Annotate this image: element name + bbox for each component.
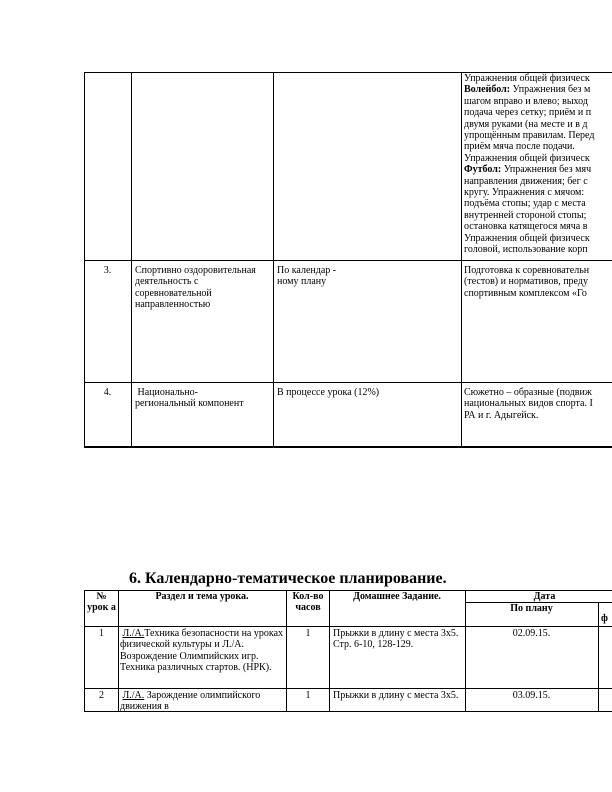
row-divider <box>84 626 612 627</box>
text-line: двумя руками (на месте и в д <box>464 118 588 130</box>
section-heading: 6. Календарно-тематическое планирование. <box>129 570 447 587</box>
text-line: национальных видов спорта. I <box>464 398 593 410</box>
text-line: головой, использование корп <box>464 244 588 256</box>
column-divider <box>286 590 287 712</box>
column-divider <box>329 590 330 712</box>
lesson-1-topic <box>120 628 284 674</box>
lesson-2-topic <box>120 690 284 713</box>
lesson-plan-table <box>84 590 612 712</box>
text-line: Национально- <box>135 387 198 398</box>
row-4-section <box>135 387 271 410</box>
text-line: Сюжетно – образные (подвиж <box>464 387 592 398</box>
program-content-table <box>84 72 612 448</box>
column-divider <box>461 72 462 446</box>
text-line: спортивным комплексом «Го <box>464 287 587 299</box>
lesson-1-number: 1 <box>99 628 104 639</box>
row-3-number: 3. <box>103 265 112 276</box>
lesson-1-hours: 1 <box>305 628 311 639</box>
text-line: Упражнения общей физическ <box>464 73 590 84</box>
text-line: Волейбол: Упражнения без м <box>464 84 591 96</box>
text-line: остановка катящегося мяча в <box>464 221 588 233</box>
text-line: Футбол: Упражнения без мяч <box>464 164 592 176</box>
column-divider <box>598 602 599 712</box>
header-date-plan: По плану <box>510 603 553 614</box>
row-4-hours: В процессе урока (12%) <box>277 387 380 398</box>
lesson-2-prefix: Л./А. <box>122 690 145 701</box>
text-line: приём мяча после подачи. <box>464 141 575 153</box>
lesson-1-prefix: Л./А. <box>122 628 145 639</box>
row-4-content <box>464 387 612 421</box>
row-3-hours <box>277 265 459 288</box>
column-divider <box>465 590 466 712</box>
text-line: внутренней стороной стопы; <box>464 209 587 221</box>
lesson-1-homework: Прыжки в длину с места 3х5. Стр. 6-10, 128-129. <box>333 628 459 651</box>
column-divider <box>131 72 132 446</box>
text-line: подъёма стопы; удар с места <box>464 198 586 210</box>
text-line: Упражнения общей физическ <box>464 232 590 244</box>
lesson-2-hours: 1 <box>305 690 311 701</box>
lesson-1-plan-date: 02.09.15. <box>512 628 551 639</box>
header-homework: Домашнее Задание. <box>353 591 441 602</box>
header-lesson-number: № урок а <box>87 591 116 614</box>
text-line: региональный компонент <box>135 398 244 410</box>
text-line: шагом вправо и влево; выход <box>464 95 588 107</box>
lesson-2-plan-date: 03.09.15. <box>512 690 551 701</box>
text-line: кругу. Упражнения с мячом: <box>464 187 585 199</box>
header-topic: Раздел и тема урока. <box>155 591 249 602</box>
row-3-content <box>464 265 612 299</box>
text-line: направления движения; бег с <box>464 175 588 187</box>
text-line: подача через сетку; приём и п <box>464 107 592 119</box>
header-date: Дата <box>533 591 556 602</box>
header-date-fact: ф <box>601 613 608 624</box>
column-divider <box>118 590 119 712</box>
text-line: (тестов) и нормативов, преду <box>464 276 588 288</box>
row-4-number: 4. <box>103 387 112 398</box>
lesson-2-homework: Прыжки в длину с места 3х5. <box>333 690 459 701</box>
sports-exercises-text <box>464 73 612 256</box>
text-line: упрощённым правилам. Перед <box>464 130 595 142</box>
text-line: Подготовка к соревновательн <box>464 265 590 276</box>
row-divider <box>84 688 612 689</box>
text-line: Упражнения общей физическ <box>464 152 590 164</box>
lesson-2-number: 2 <box>99 690 104 701</box>
text-line: По календар - <box>277 265 337 276</box>
text-line: РА и г. Адыгейск. <box>464 409 539 421</box>
row-3-section: Спортивно оздоровительная деятельность с соревновательной направленностью <box>135 265 256 311</box>
row-divider <box>84 382 612 383</box>
header-hours: Кол-во часов <box>292 591 324 614</box>
lesson-2-topic-text: Зарождение олимпийского движения в <box>120 690 261 713</box>
lesson-1-topic-text: Техника безопасности на уроках физической культуры и Л./А. Возрождение Олимпийских игр. Техника различных стартов. (НРК). <box>120 628 284 674</box>
text-line: ному плану <box>277 276 327 288</box>
column-divider <box>273 72 274 446</box>
row-divider <box>84 260 612 261</box>
table-border-left <box>84 590 85 712</box>
